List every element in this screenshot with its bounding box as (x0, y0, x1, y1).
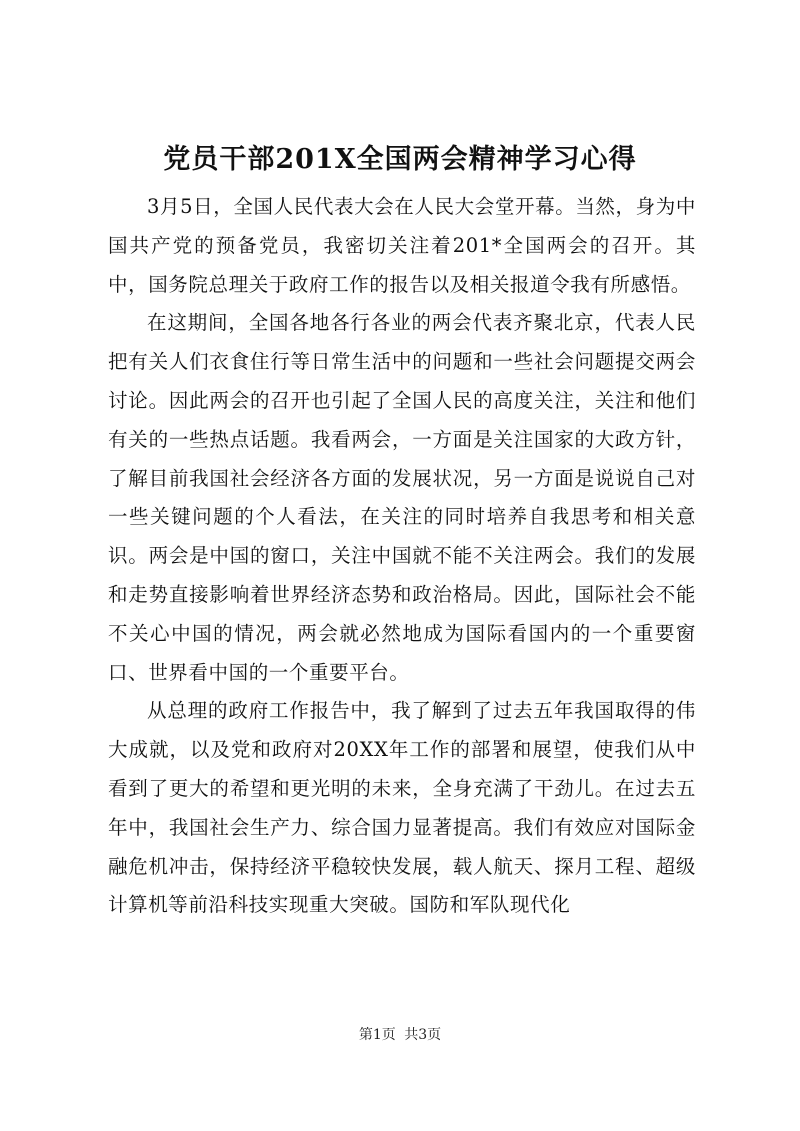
paragraph: 3月5日，全国人民代表大会在人民大会堂开幕。当然，身为中国共产党的预备党员，我密切关注着201*全国两会的召开。其中，国务院总理关于政府工作的报告以及相关报道令我有所感悟。 (108, 195, 696, 296)
paragraph: 在这期间，全国各地各行各业的两会代表齐聚北京，代表人民把有关人们衣食住行等日常生活中的问题和一些社会问题提交两会讨论。因此两会的召开也引起了全国人民的高度关注，关注和他们有关的一些热点话题。我看两会，一方面是关注国家的大政方针，了解目前我国社会经济各方面的发展状况，另一方面是说说自己对一些关键问题的个人看法，在关注的同时培养自我思考和相关意识。两会是中国的窗口，关注中国就不能不关注两会。我们的发展和走势直接影响着世界经济态势和政治格局。因此，国际社会不能不关心中国的情况，两会就必然地成为国际看国内的一个重要窗口、世界看中国的一个重要平台。 (108, 311, 696, 684)
paragraph: 从总理的政府工作报告中，我了解到了过去五年我国取得的伟大成就，以及党和政府对20XX年工作的部署和展望，使我们从中看到了更大的希望和更光明的未来，全身充满了干劲儿。在过去五年中，我国社会生产力、综合国力显著提高。我们有效应对国际金融危机冲击，保持经济平稳较快发展，载人航天、探月工程、超级计算机等前沿科技实现重大突破。国防和军队现代化 (108, 699, 696, 917)
page-total: 共3页 (404, 1027, 442, 1043)
page-footer (0, 1025, 800, 1045)
page-number: 第1页 (358, 1027, 396, 1043)
document-body (108, 188, 696, 925)
document-title: 党员干部201X全国两会精神学习心得 (163, 144, 637, 175)
